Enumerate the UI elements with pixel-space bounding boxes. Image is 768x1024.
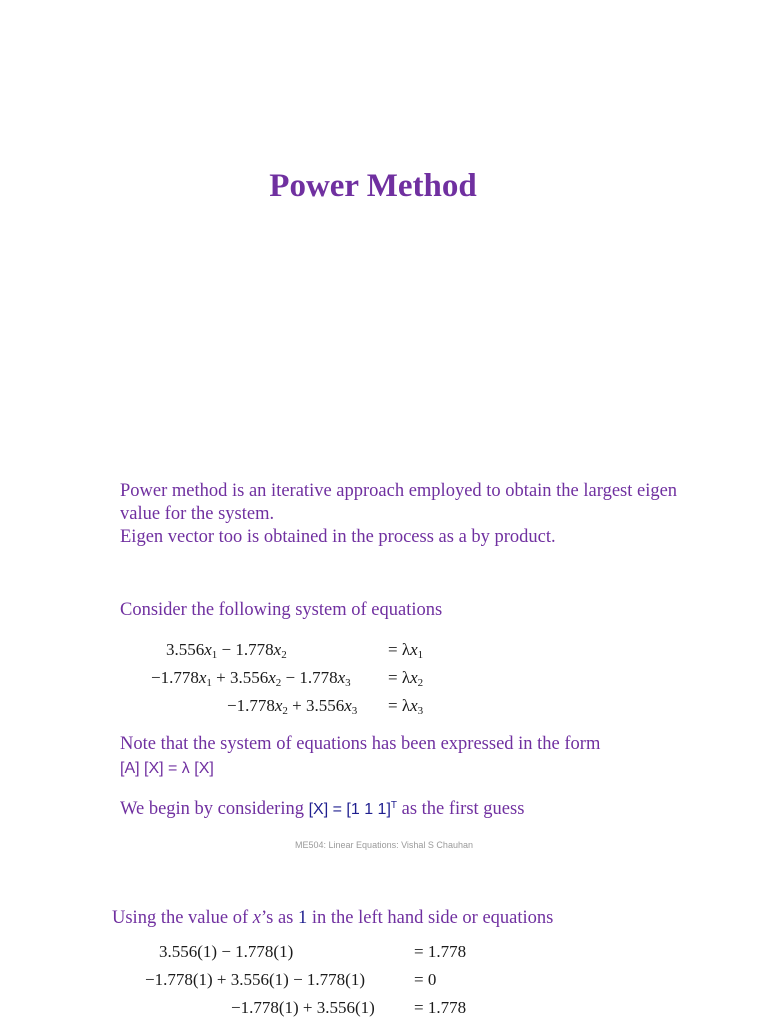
slide-footer: ME504: Linear Equations: Vishal S Chauhan	[295, 840, 473, 850]
equation-row-2-lhs: $-1.778x_1 + 3.556x_2 - 1.778x_3$	[151, 668, 351, 689]
substitution-row-1-rhs: = 1.778	[414, 942, 467, 961]
equation-system	[150, 640, 450, 724]
equation-row-1-lhs: $3.556x_1 - 1.778x_2$	[166, 640, 287, 661]
slide-title: Power Method	[269, 168, 477, 204]
substitution-row-3-lhs: −1.778(1) + 3.556(1)	[231, 998, 375, 1017]
consider-text: Consider the following system of equations	[120, 600, 443, 620]
matrix-form: [A] [X] = λ [X]	[120, 760, 214, 777]
intro-paragraph	[120, 480, 720, 549]
note-text: Note that the system of equations has been expressed in the form	[120, 734, 601, 754]
guess-vector: [X] = [1 1 1]$^T$	[308, 800, 397, 818]
substitution-equations	[140, 942, 500, 1024]
substitution-row-3-rhs: = 1.778	[414, 998, 467, 1017]
intro-line-2: Eigen vector too is obtained in the process as a by product.	[120, 527, 556, 547]
substitution-row-1-lhs: 3.556(1) − 1.778(1)	[159, 942, 294, 961]
equation-row-2-rhs: = $\lambda x_2$	[388, 668, 424, 689]
equation-row-3-rhs: = $\lambda x_3$	[388, 696, 424, 717]
substitution-row-2-rhs: = 0	[414, 970, 437, 989]
first-guess-text: We begin by considering [X] = [1 1 1]$^T$ as the first guess	[120, 799, 525, 819]
slide2-intro: Using the value of x’s as 1 in the left hand side or equations	[112, 908, 554, 928]
equation-row-1-rhs: = $\lambda x_1$	[388, 640, 424, 661]
equation-row-3-lhs: $-1.778x_2 + 3.556x_3$	[227, 696, 358, 717]
substitution-row-2-lhs: −1.778(1) + 3.556(1) − 1.778(1)	[145, 970, 365, 989]
intro-line-1: Power method is an iterative approach employed to obtain the largest eigen value for the system.	[120, 481, 678, 524]
